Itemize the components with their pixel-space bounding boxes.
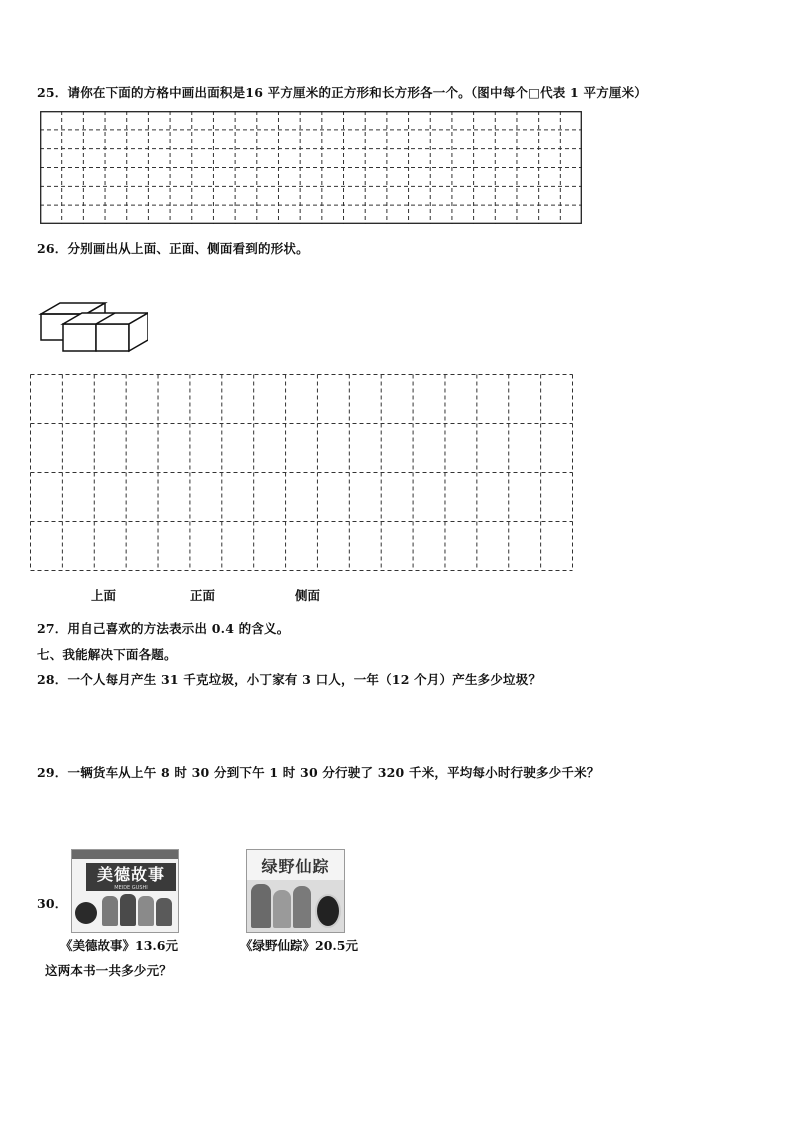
- question-30-text: 这两本书一共多少元？: [45, 963, 173, 978]
- section-7-heading: 七、我能解决下面各题。: [37, 647, 177, 662]
- label-top-view: 上面: [91, 588, 117, 603]
- question-30-number: 30．: [37, 896, 68, 911]
- answer-grid-26[interactable]: [30, 374, 573, 571]
- book1-cover-pinyin: MEIDE GUSHI: [114, 885, 148, 891]
- grid-25-background: [41, 112, 581, 223]
- book-cover-meide-gushi: [71, 849, 179, 933]
- question-29: 29．一辆货车从上午 8 时 30 分到下午 1 时 30 分行驶了 320 千米，平均每小时行驶多少千米？: [37, 765, 600, 780]
- book-cover-lvye-xianzong: [246, 849, 345, 933]
- label-side-view: 侧面: [295, 588, 321, 603]
- question-25: 25．请你在下面的方格中画出面积是16 平方厘米的正方形和长方形各一个。（图中每个□代表 1 平方厘米）: [37, 85, 648, 100]
- label-front-view: 正面: [190, 588, 216, 603]
- question-26: 26．分别画出从上面、正面、侧面看到的形状。: [37, 241, 309, 256]
- book2-cover-title: 绿野仙踪: [261, 857, 330, 876]
- question-28: 28．一个人每月产生 31 千克垃圾，小丁家有 3 口人，一年（12 个月）产生多少垃圾？: [37, 672, 542, 687]
- question-27: 27．用自己喜欢的方法表示出 0.4 的含义。: [37, 621, 290, 636]
- book1-cover-title: 美德故事: [96, 865, 165, 884]
- book2-caption: 《绿野仙踪》20.5元: [240, 938, 358, 953]
- book1-caption: 《美德故事》13.6元: [60, 938, 178, 953]
- cube-figure: [38, 298, 148, 358]
- answer-grid-25-dashes: [40, 111, 582, 224]
